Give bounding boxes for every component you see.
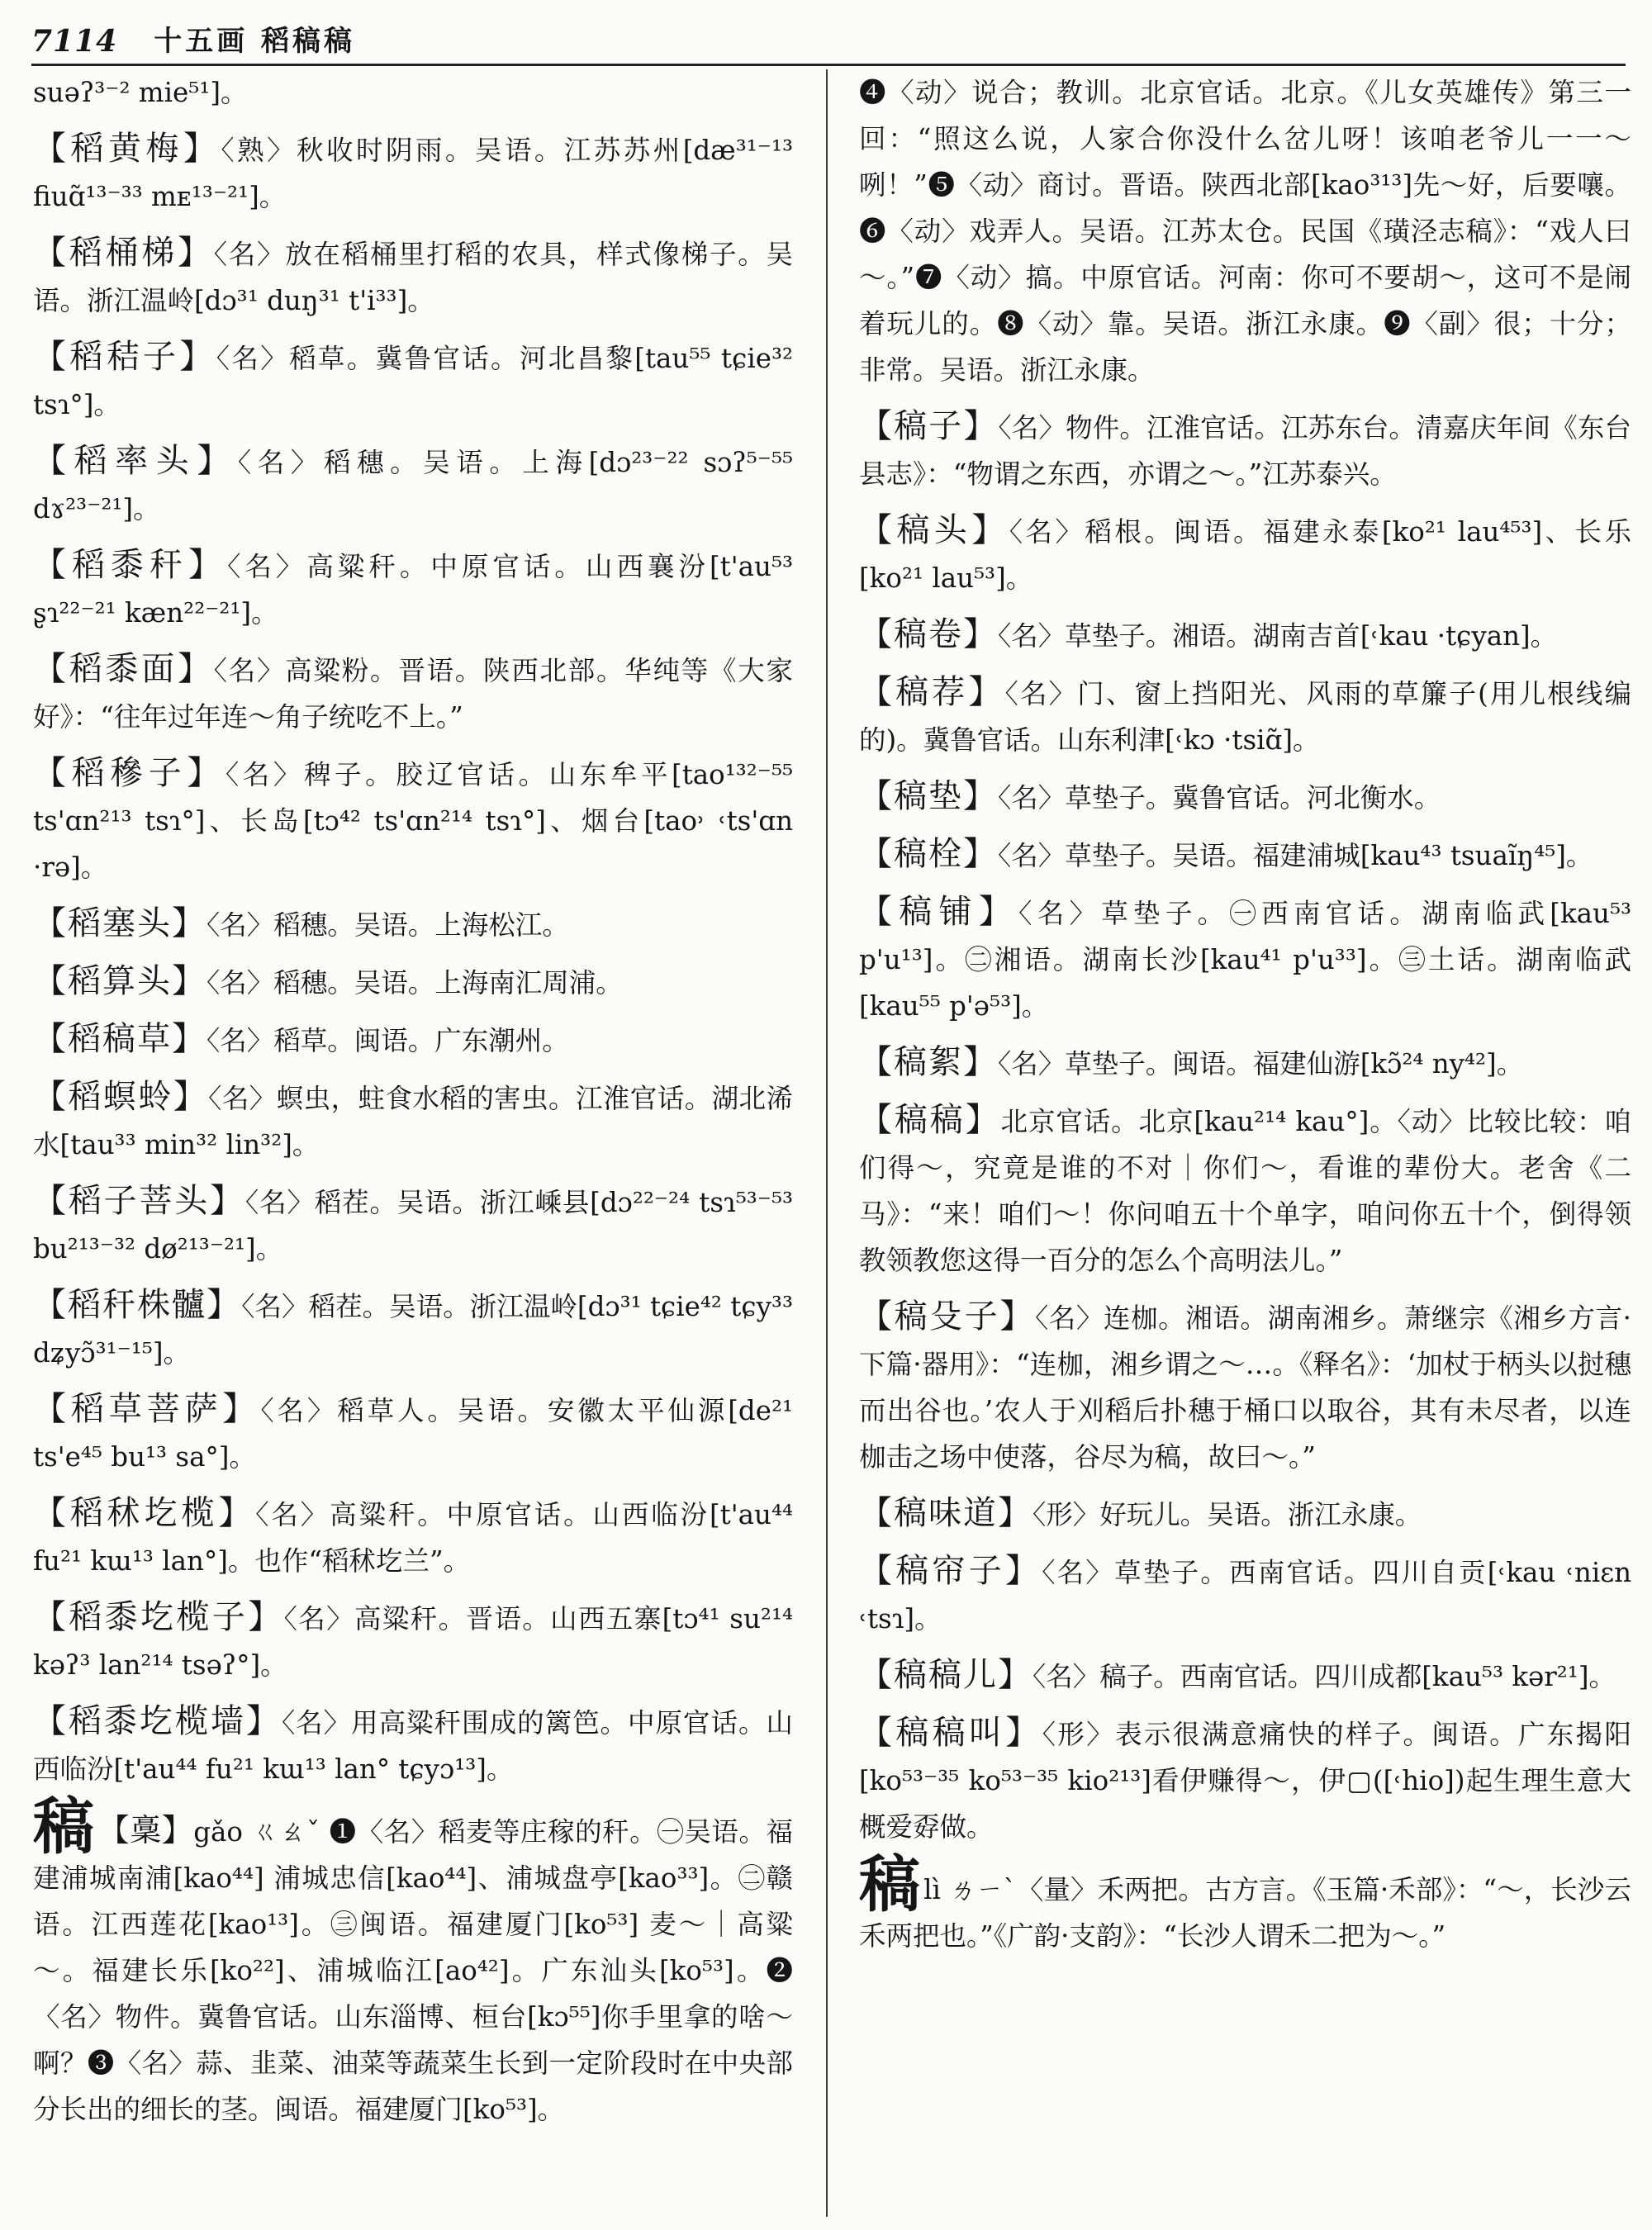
entry-definition: 〈形〉表示很满意痛快的样子。闽语。广东揭阳[ko⁵³⁻³⁵ ko⁵³⁻³⁵ kio²¹³]看伊赚得～，伊▢([˓hio])起生理生意大概爱孬做。 [859,1719,1631,1843]
main-character: 稿 [33,1791,95,1862]
dictionary-entry [33,1490,793,1584]
entry-definition: 〈熟〉秋收时阴雨。吴语。江苏苏州[dæ³¹⁻¹³ fiuɑ̃¹³⁻³³ mᴇ¹³⁻²¹]。 [33,135,793,212]
dictionary-entry [33,1016,793,1064]
dictionary-entry [33,334,793,428]
dictionary-entry [33,438,793,532]
main-entry-definition: gǎo ㄍㄠˇ ❶〈名〉稻麦等庄稼的秆。㊀吴语。福建浦城南浦[kao⁴⁴] 浦城忠信[kao⁴⁴]、浦城盘亭[kao³³]。㊁赣语。江西莲花[kao¹³]。㊂闽语。福建厦门[ko⁵³] 麦～｜高粱～。福建长乐[ko²²]、浦城临江[ao⁴²]。广东汕头[ko⁵³]。❷〈名〉物件。冀鲁官话。山东淄博、桓台[kɔ⁵⁵]你手里拿的啥～啊？❸〈名〉蒜、韭菜、油菜等蔬菜生长到一定阶段时在中央部分长出的细长的茎。闽语。福建厦门[ko⁵³]。 [33,1816,793,2125]
entry-definition: 〈名〉稻茬。吴语。浙江温岭[dɔ³¹ tɕie⁴² tɕy³³ dʑyɔ̃³¹⁻¹⁵]。 [33,1291,793,1369]
entry-definition: 〈名〉稻草人。吴语。安徽太平仙源[de²¹ ts'e⁴⁵ bu¹³ sa°]。 [33,1395,793,1473]
entry-headword: 【稻黍面】 [33,650,214,688]
entry-headword: 【稻算头】 [33,962,206,1000]
entry-headword: 【稻黍圪榄墙】 [33,1702,282,1740]
entry-headword: 【稿味道】 [859,1494,1032,1532]
entry-headword: 【稿殳子】 [859,1298,1035,1336]
entry-headword: 【稿垫】 [859,777,998,815]
dictionary-entry [859,1548,1631,1642]
entry-definition: 〈名〉草垫子。冀鲁官话。河北衡水。 [998,782,1441,814]
main-character-entry [859,1849,1631,1959]
dictionary-entry [859,1039,1631,1087]
entry-definition: 〈名〉稻穗。吴语。上海[dɔ²³⁻²² sɔʔ⁵⁻⁵⁵ dɤ²³⁻²¹]。 [33,447,793,524]
dictionary-entry [859,1293,1631,1480]
entry-definition: 〈名〉门、窗上挡阳光、风雨的草簾子(用儿根线编的)。冀鲁官话。山东利津[˓kɔ ·tsiɑ̃]。 [859,678,1631,756]
entry-definition: 〈名〉放在稻桶里打稻的农具，样式像梯子。吴语。浙江温岭[dɔ³¹ duŋ³¹ t'i³³]。 [33,239,793,316]
dictionary-entry [33,1386,793,1480]
dictionary-entry [33,900,793,948]
running-title: 十五画 稻稿稿 [154,25,356,58]
dictionary-entry [33,126,793,220]
entry-headword: 【稿稿】 [859,1101,1001,1139]
entry-definition: 〈名〉高粱粉。晋语。陕西北部。华纯等《大家好》：“往年过年连～角子统吃不上。” [33,655,793,733]
entry-headword: 【稿絮】 [859,1043,998,1081]
dictionary-entry [33,646,793,740]
entry-definition: 〈名〉高粱秆。中原官话。山西临汾[t'au⁴⁴ fu²¹ kɯ¹³ lan°]。也作“稻秫圪兰”。 [33,1499,793,1577]
entry-definition: 〈名〉稻草。闽语。广东潮州。 [206,1025,569,1056]
entry-headword: 【稻桶梯】 [33,234,214,272]
entry-definition: 〈名〉稻草。冀鲁官话。河北昌黎[tau⁵⁵ tɕie³² tsɿ°]。 [33,343,793,420]
entry-headword: 【稻穇子】 [33,754,225,792]
entry-definition: 〈名〉稻根。闽语。福建永泰[ko²¹ lau⁴⁵³]、长乐[ko²¹ lau⁵³]。 [859,516,1631,594]
entry-headword: 【稿铺】 [859,893,1019,931]
dictionary-entry [33,542,793,636]
dictionary-entry [859,403,1631,497]
entry-headword: 【稿卷】 [859,615,998,653]
dictionary-entry [33,1074,793,1168]
entry-definition: 〈名〉用高粱秆围成的篱笆。中原官话。山西临汾[t'au⁴⁴ fu²¹ kɯ¹³ lan° tɕyɔ¹³]。 [33,1707,793,1785]
entry-continuation: ❹〈动〉说合；教训。北京官话。北京。《儿女英雄传》第三一回：“照这么说，人家合你没什么岔儿呀！该咱老爷儿一一～咧！”❺〈动〉商讨。晋语。陕西北部[kao³¹³]先～好，后要嚷。❻〈动〉戏弄人。吴语。江苏太仓。民国《璜泾志稿》：“戏人曰～。”❼〈动〉搞。中原官话。河南：你可不要胡～，这可不是闹着玩儿的。❽〈动〉靠。吴语。浙江永康。❾〈副〉很；十分；非常。吴语。浙江永康。 [859,77,1631,386]
entry-headword: 【稻塞头】 [33,904,206,942]
column-divider [826,69,828,2217]
entry-definition: 〈名〉草垫子。西南官话。四川自贡[˓kau ˓niɛn ˓tsɿ]。 [859,1557,1631,1635]
dictionary-entry [33,1178,793,1272]
page-number: 7114 [31,24,118,59]
entry-definition: 〈名〉草垫子。㊀西南官话。湖南临武[kau⁵³ p'u¹³]。㊁湘语。湖南长沙[kau⁴¹ p'u³³]。㊂土话。湖南临武[kau⁵⁵ p'ə⁵³]。 [859,898,1631,1022]
entry-headword: 【稻黍圪榄子】 [33,1598,284,1636]
entry-definition: 北京官话。北京[kau²¹⁴ kau°]。〈动〉比较比较：咱们得～，究竟是谁的不对｜你们～，看谁的辈份大。老舍《二马》：“来！咱们～！你问咱五十个单字，咱问你五十个，倒得领教领教您这得一百分的怎么个高明法儿。” [859,1106,1631,1276]
entry-definition: 〈名〉草垫子。湘语。湖南吉首[˓kau ·tɕyan]。 [998,620,1558,652]
main-character: 稿 [859,1849,921,1920]
entry-definition: 〈名〉稻穗。吴语。上海松江。 [206,909,569,941]
dictionary-entry [859,507,1631,601]
entry-definition: 〈名〉稻穗。吴语。上海南汇周浦。 [206,967,623,999]
entry-definition: 〈名〉物件。江淮官话。江苏东台。清嘉庆年间《东台县志》：“物谓之东西，亦谓之～。”江苏泰兴。 [859,412,1631,490]
entry-definition: 〈名〉草垫子。闽语。福建仙游[kɔ̃²⁴ ny⁴²]。 [998,1048,1524,1079]
dictionary-entry [859,831,1631,879]
main-entry-definition: lì ㄌㄧˋ〈量〉禾两把。古方言。《玉篇·禾部》：“～，长沙云禾两把也。”《广韵·支韵》：“长沙人谓禾二把为～。” [859,1874,1631,1952]
entry-headword: 【稻黄梅】 [33,130,221,168]
dictionary-entry [33,1698,793,1792]
dictionary-entry [859,1490,1631,1538]
entry-headword: 【稻秸子】 [33,338,216,376]
entry-headword: 【稿稿叫】 [859,1714,1042,1752]
entry-definition: 〈名〉连枷。湘语。湖南湘乡。萧继宗《湘乡方言·下篇·器用》：“连枷，湘乡谓之～…。《释名》：‘加杖于柄头以挝穗而出谷也。’农人于刈稻后扑穗于桶口以取谷，其有未尽者，以连枷击之场中使落，谷尽为稿，故曰～。” [859,1302,1631,1473]
entry-definition: 〈名〉高粱秆。晋语。山西五寨[tɔ⁴¹ su²¹⁴ kəʔ³ lan²¹⁴ tsəʔ°]。 [33,1603,793,1681]
entry-headword: 【稿荐】 [859,673,1005,711]
dictionary-entry [33,958,793,1006]
entry-definition: 〈名〉稿子。西南官话。四川成都[kau⁵³ kər²¹]。 [1032,1661,1616,1692]
dictionary-entry [859,773,1631,821]
main-character-entry [33,1791,793,2133]
dictionary-entry [859,1710,1631,1850]
dictionary-entry [859,889,1631,1029]
entry-headword: 【稻黍秆】 [33,546,228,584]
dictionary-entry [33,230,793,324]
dictionary-entry [33,1282,793,1376]
dictionary-entry [33,1594,793,1688]
entry-headword: 【稿栓】 [859,835,998,873]
page-header [31,15,1626,66]
left-column [33,73,793,2212]
variant-character: 【稾】 [97,1812,194,1848]
entry-headword: 【稻秆株髗】 [33,1286,242,1324]
entry-headword: 【稻稿草】 [33,1020,206,1058]
entry-headword: 【稻草菩萨】 [33,1390,261,1428]
entry-definition: 〈名〉草垫子。吴语。福建浦城[kau⁴³ tsuaĩŋ⁴⁵]。 [998,840,1593,871]
entry-definition: 〈名〉稻茬。吴语。浙江嵊县[dɔ²²⁻²⁴ tsɿ⁵³⁻⁵³ bu²¹³⁻³² dø²¹³⁻²¹]。 [33,1187,793,1264]
dictionary-entry [33,750,793,890]
right-column [859,73,1631,2212]
entry-definition: 〈名〉螟虫，蛀食水稻的害虫。江淮官话。湖北浠水[tau³³ min³² lin³²]。 [33,1083,793,1160]
entry-headword: 【稻螟蛉】 [33,1078,209,1116]
entry-definition: 〈形〉好玩儿。吴语。浙江永康。 [1032,1499,1422,1530]
dictionary-entry [859,611,1631,659]
entry-headword: 【稿子】 [859,407,999,445]
entry-headword: 【稿帘子】 [859,1552,1042,1590]
entry-definition: 〈名〉高粱秆。中原官话。山西襄汾[t'au⁵³ ʂɿ²²⁻²¹ kæn²²⁻²¹]。 [33,551,793,629]
entry-headword: 【稻子菩头】 [33,1182,246,1220]
dictionary-entry [859,669,1631,763]
entry-headword: 【稻秫圪榄】 [33,1494,256,1532]
dictionary-entry [859,1097,1631,1283]
entry-headword: 【稿稿儿】 [859,1656,1032,1694]
entry-headword: 【稻率头】 [33,442,238,480]
entry-headword: 【稿头】 [859,511,1009,549]
entry-continuation: suəʔ³⁻² mie⁵¹]。 [33,77,248,108]
entry-definition: 〈名〉稗子。胶辽官话。山东牟平[tao¹³²⁻⁵⁵ ts'ɑn²¹³ tsɿ°]、长岛[tɔ⁴² ts'ɑn²¹⁴ tsɿ°]、烟台[tao˒ ˓ts'ɑn ·rə]。 [33,759,793,883]
dictionary-entry [859,1652,1631,1700]
